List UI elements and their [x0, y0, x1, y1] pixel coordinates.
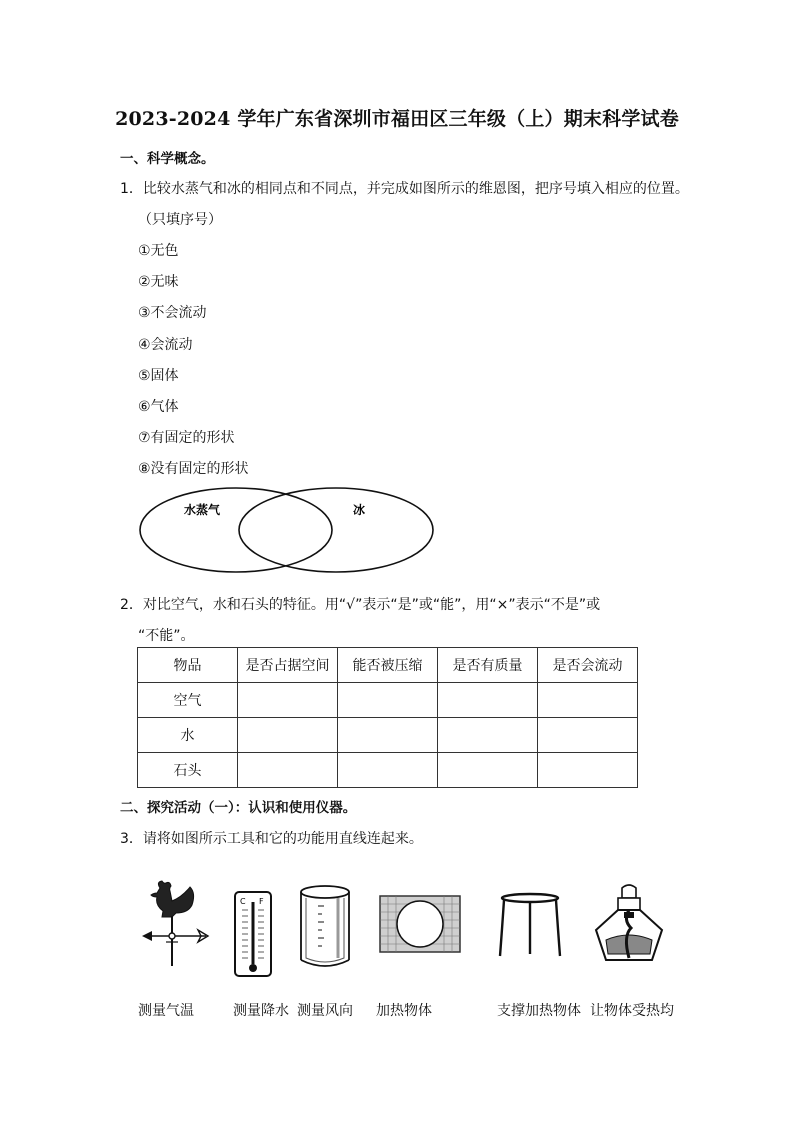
- weather-vane-icon: [138, 880, 210, 968]
- table-cell[interactable]: [238, 718, 338, 753]
- asbestos-gauze-icon: [378, 894, 462, 954]
- option-6: ⑥气体: [138, 399, 179, 415]
- venn-diagram: [138, 484, 438, 576]
- table-cell[interactable]: [538, 753, 638, 788]
- thermometer-celsius-label: C: [240, 897, 246, 906]
- table-cell[interactable]: [338, 718, 438, 753]
- question-1-note: （只填序号）: [138, 212, 222, 228]
- section-heading-2: 二、探究活动（一）：认识和使用仪器。: [120, 800, 357, 816]
- table-row-label: 空气: [138, 683, 238, 718]
- thermometer-icon: [232, 890, 274, 980]
- table-cell[interactable]: [338, 753, 438, 788]
- table-row: [138, 683, 638, 718]
- table-header-cell: 物品: [138, 648, 238, 683]
- tripod-stand-icon: [496, 892, 564, 958]
- option-1: ①无色: [138, 243, 179, 259]
- table-row: [138, 718, 638, 753]
- option-2: ②无味: [138, 274, 179, 290]
- table-row-label: 水: [138, 718, 238, 753]
- table-row-label: 石头: [138, 753, 238, 788]
- venn-left-ellipse: [140, 488, 332, 572]
- option-3: ③不会流动: [138, 305, 207, 321]
- table-cell[interactable]: [438, 683, 538, 718]
- table-row: [138, 753, 638, 788]
- venn-right-ellipse: [239, 488, 433, 572]
- alcohol-lamp-icon: [592, 884, 666, 964]
- function-label-measure-rainfall: 测量降水: [233, 1003, 289, 1019]
- venn-right-label: 冰: [353, 503, 366, 517]
- option-5: ⑤固体: [138, 368, 179, 384]
- page-title: 2023-2024 学年广东省深圳市福田区三年级（上）期末科学试卷: [115, 108, 679, 130]
- comparison-table: [137, 647, 638, 788]
- table-header-row: [138, 648, 638, 683]
- section-heading-1: 一、科学概念。: [120, 151, 215, 167]
- table-header-cell: 是否会流动: [538, 648, 638, 683]
- function-label-heat-object: 加热物体: [376, 1003, 432, 1019]
- thermometer-fahrenheit-label: F: [259, 897, 264, 906]
- table-cell[interactable]: [438, 718, 538, 753]
- option-8: ⑧没有固定的形状: [138, 461, 249, 477]
- table-header-cell: 能否被压缩: [338, 648, 438, 683]
- venn-left-label: 水蒸气: [184, 503, 221, 517]
- function-label-measure-wind-direction: 测量风向: [297, 1003, 353, 1019]
- option-7: ⑦有固定的形状: [138, 430, 235, 446]
- table-cell[interactable]: [438, 753, 538, 788]
- question-3-text: 3．请将如图所示工具和它的功能用直线连起来。: [120, 831, 423, 847]
- table-cell[interactable]: [538, 683, 638, 718]
- rain-gauge-icon: [298, 884, 352, 970]
- function-label-measure-temperature: 测量气温: [138, 1003, 194, 1019]
- table-cell[interactable]: [238, 753, 338, 788]
- table-cell[interactable]: [238, 683, 338, 718]
- table-header-cell: 是否有质量: [438, 648, 538, 683]
- table-cell[interactable]: [538, 718, 638, 753]
- table-cell[interactable]: [338, 683, 438, 718]
- function-label-even-heating: 让物体受热均: [590, 1003, 674, 1019]
- question-2-text-cont: “不能”。: [138, 628, 195, 644]
- question-2-text: 2．对比空气，水和石头的特征。用“√”表示“是”或“能”，用“×”表示“不是”或: [120, 597, 601, 613]
- question-1-text: 1．比较水蒸气和冰的相同点和不同点，并完成如图所示的维恩图，把序号填入相应的位置。: [120, 181, 689, 197]
- table-header-cell: 是否占据空间: [238, 648, 338, 683]
- function-label-support-heating: 支撑加热物体: [497, 1003, 581, 1019]
- option-4: ④会流动: [138, 337, 193, 353]
